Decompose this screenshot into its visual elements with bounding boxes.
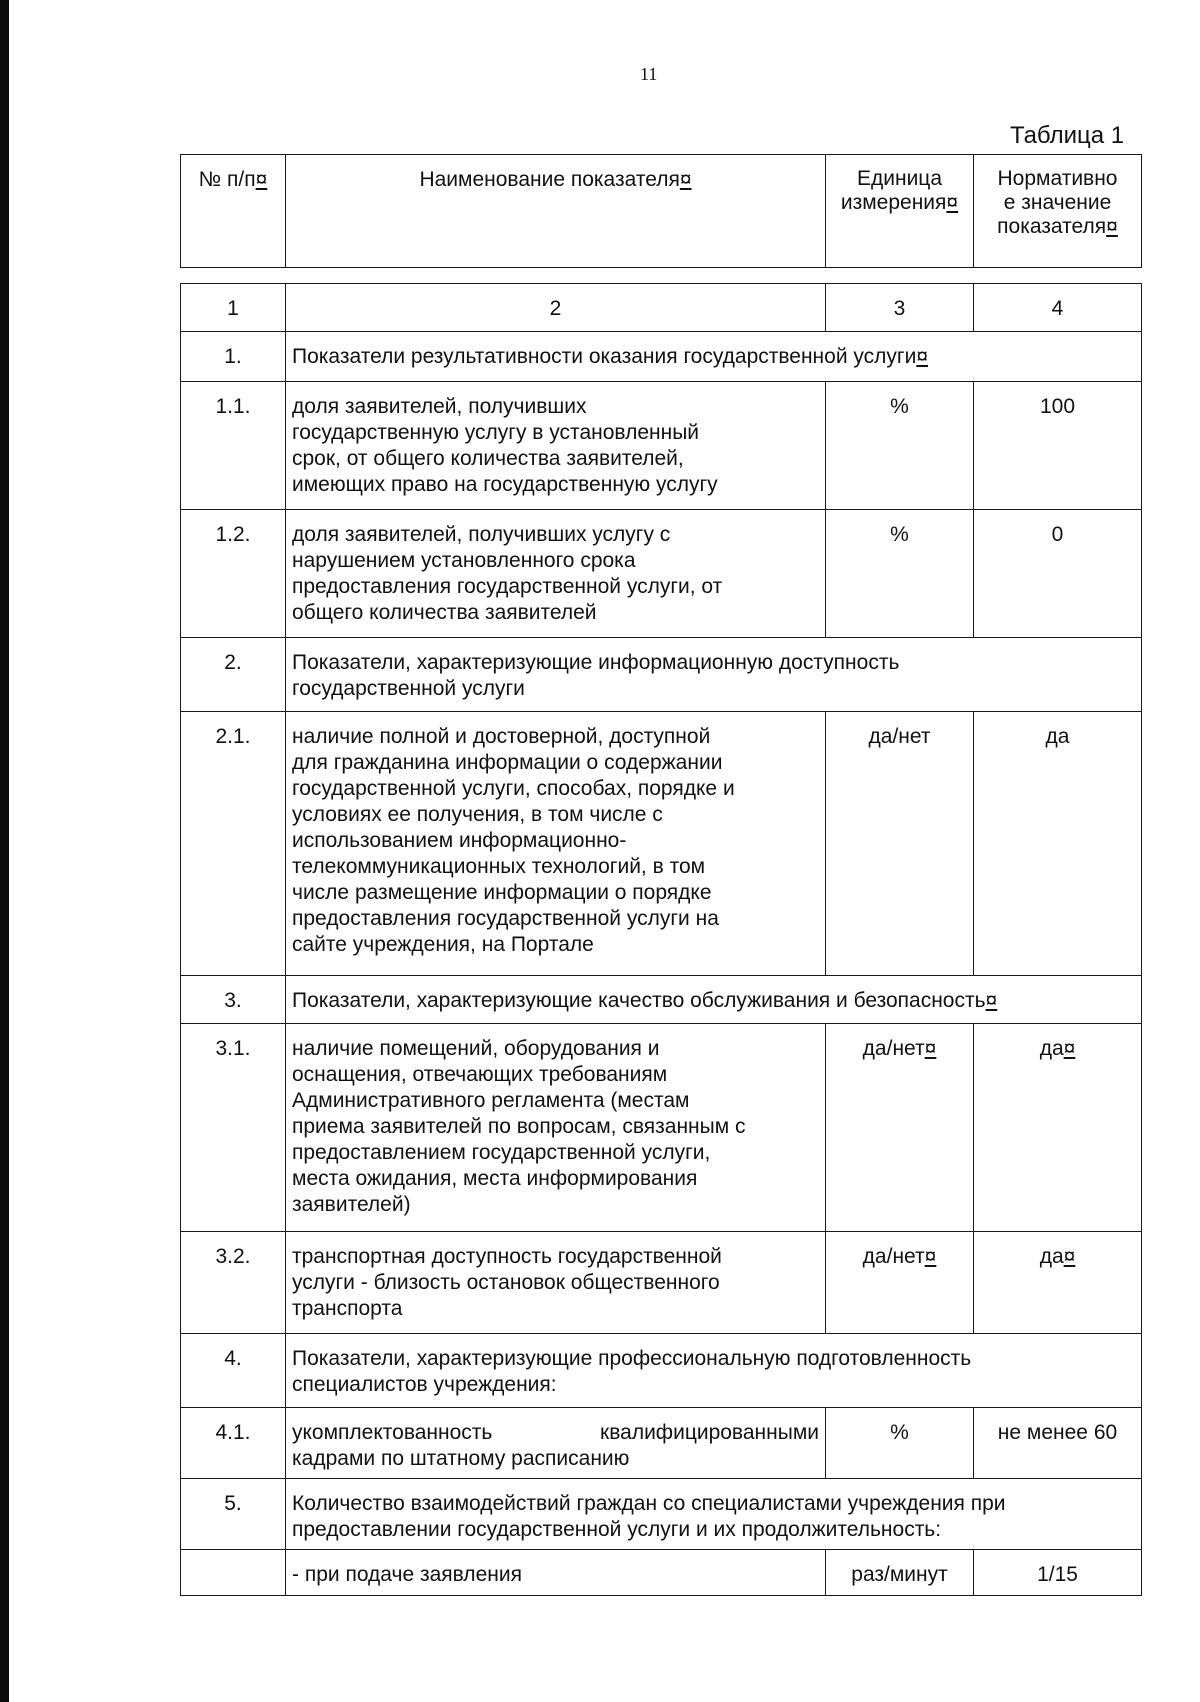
header-name: Наименование показателя bbox=[419, 168, 680, 191]
indicator-line: предоставления государственной услуги, от bbox=[292, 575, 723, 598]
indicator-name bbox=[286, 1550, 826, 1596]
indicator-line: наличие полной и достоверной, доступной bbox=[292, 725, 711, 748]
section-line: государственной услуги bbox=[292, 677, 525, 700]
section-line: специалистов учреждения: bbox=[292, 1373, 557, 1396]
header-norm-line: Нормативно bbox=[997, 167, 1118, 190]
row-number: 3.1. bbox=[181, 1024, 286, 1232]
indicator-name bbox=[286, 1024, 826, 1232]
indicator-line: числе размещение информации о порядке bbox=[292, 881, 712, 904]
indicator-name bbox=[286, 712, 826, 976]
indicators-table bbox=[180, 283, 1142, 1596]
section-title bbox=[286, 332, 1142, 382]
indicator-line: срок, от общего количества заявителей, bbox=[292, 447, 684, 470]
table-caption: Таблица 1 bbox=[1010, 122, 1125, 149]
indicator-line: использованием информационно- bbox=[292, 829, 627, 852]
scan-left-edge bbox=[0, 0, 9, 1702]
norm-cell: не менее 60 bbox=[974, 1408, 1142, 1479]
row-number: 3. bbox=[181, 976, 286, 1024]
row-number: 5. bbox=[181, 1479, 286, 1550]
unit-text: да/нет bbox=[862, 1037, 925, 1060]
section-line: Показатели, характеризующие профессиональную подготовленность bbox=[292, 1347, 972, 1370]
indicator-line: Административного регламента (местам bbox=[292, 1089, 690, 1112]
indicator-line: условиях ее получения, в том числе с bbox=[292, 803, 663, 826]
table-row bbox=[181, 1232, 1142, 1334]
column-number: 2 bbox=[286, 284, 826, 332]
section-line: Количество взаимодействий граждан со специалистами учреждения при bbox=[292, 1492, 1006, 1515]
indicator-line: общего количества заявителей bbox=[292, 601, 597, 624]
section-row bbox=[181, 976, 1142, 1024]
indicator-line: приема заявителей по вопросам, связанным с bbox=[292, 1115, 746, 1138]
table-row bbox=[181, 382, 1142, 510]
row-number: 1.1. bbox=[181, 382, 286, 510]
section-line: предоставлении государственной услуги и их продолжительность: bbox=[292, 1518, 942, 1541]
indicator-line: кадрами по штатному расписанию bbox=[292, 1447, 630, 1470]
header-unit-line: измерения bbox=[840, 191, 947, 214]
section-row bbox=[181, 638, 1142, 712]
column-number: 3 bbox=[826, 284, 974, 332]
header-norm-line: е значение bbox=[1003, 191, 1112, 214]
header-num: № п/п bbox=[198, 168, 256, 191]
indicator-line: доля заявителей, получивших услугу с bbox=[292, 523, 671, 546]
column-number: 1 bbox=[181, 284, 286, 332]
unit-cell: % bbox=[826, 510, 974, 638]
unit-cell: % bbox=[826, 1408, 974, 1479]
indicator-name bbox=[286, 1232, 826, 1334]
section-text: Показатели результативности оказания государственной услуги bbox=[292, 345, 917, 368]
indicator-line: транспорта bbox=[292, 1297, 403, 1320]
header-num-cell bbox=[181, 155, 286, 268]
header-unit-line: Единица bbox=[856, 167, 943, 190]
row-number: 2.1. bbox=[181, 712, 286, 976]
header-row bbox=[181, 155, 1142, 268]
indicator-line: оснащения, отвечающих требованиям bbox=[292, 1063, 668, 1086]
header-norm-line: показателя bbox=[997, 215, 1107, 238]
unit-text: да/нет bbox=[862, 1245, 925, 1268]
indicator-line: - при подаче заявления bbox=[292, 1563, 522, 1586]
indicator-line: места ожидания, места информирования bbox=[292, 1167, 698, 1190]
table-row bbox=[181, 712, 1142, 976]
indicator-name bbox=[286, 1408, 826, 1479]
indicator-line: предоставлением государственной услуги, bbox=[292, 1141, 711, 1164]
indicator-line: услуги - близость остановок общественного bbox=[292, 1271, 720, 1294]
norm-cell: 1/15 bbox=[974, 1550, 1142, 1596]
section-text: Показатели, характеризующие качество обслуживания и безопасность bbox=[292, 989, 986, 1012]
row-number: 4.1. bbox=[181, 1408, 286, 1479]
norm-cell: 0 bbox=[974, 510, 1142, 638]
table-row bbox=[181, 1408, 1142, 1479]
indicator-line: сайте учреждения, на Портале bbox=[292, 933, 594, 956]
row-number bbox=[181, 1550, 286, 1596]
section-title bbox=[286, 976, 1142, 1024]
indicator-line: заявителей) bbox=[292, 1193, 411, 1216]
row-number: 1.2. bbox=[181, 510, 286, 638]
indicator-name bbox=[286, 510, 826, 638]
column-number-row bbox=[181, 284, 1142, 332]
indicator-line: транспортная доступность государственной bbox=[292, 1245, 722, 1268]
section-title bbox=[286, 638, 1142, 712]
column-number: 4 bbox=[974, 284, 1142, 332]
norm-text: да bbox=[1039, 1037, 1064, 1060]
header-name-cell bbox=[286, 155, 826, 268]
indicator-line: государственной услуги, способах, порядке и bbox=[292, 777, 735, 800]
indicator-line: нарушением установленного срока bbox=[292, 549, 636, 572]
para-mark: ¤ bbox=[1106, 215, 1118, 238]
section-row bbox=[181, 332, 1142, 382]
indicator-line: имеющих право на государственную услугу bbox=[292, 473, 718, 496]
row-number: 4. bbox=[181, 1334, 286, 1408]
section-row bbox=[181, 1479, 1142, 1550]
header-unit-cell bbox=[826, 155, 974, 268]
norm-cell: 100 bbox=[974, 382, 1142, 510]
unit-cell bbox=[826, 1232, 974, 1334]
norm-cell bbox=[974, 1024, 1142, 1232]
para-mark: ¤ bbox=[924, 1037, 937, 1060]
indicator-line: предоставления государственной услуги на bbox=[292, 907, 719, 930]
section-line: Показатели, характеризующие информационную доступность bbox=[292, 651, 900, 674]
table-row bbox=[181, 1024, 1142, 1232]
indicator-line: государственную услугу в установленный bbox=[292, 421, 700, 444]
table-row bbox=[181, 1550, 1142, 1596]
norm-cell bbox=[974, 1232, 1142, 1334]
header-norm-cell bbox=[974, 155, 1142, 268]
table-header bbox=[180, 154, 1142, 268]
unit-cell: раз/минут bbox=[826, 1550, 974, 1596]
row-number: 1. bbox=[181, 332, 286, 382]
unit-cell: да/нет bbox=[826, 712, 974, 976]
norm-text: да bbox=[1039, 1245, 1064, 1268]
unit-cell bbox=[826, 1024, 974, 1232]
row-number: 3.2. bbox=[181, 1232, 286, 1334]
para-mark: ¤ bbox=[985, 989, 998, 1012]
unit-cell: % bbox=[826, 382, 974, 510]
para-mark: ¤ bbox=[255, 168, 268, 191]
para-mark: ¤ bbox=[1063, 1245, 1076, 1268]
indicator-line: доля заявителей, получивших bbox=[292, 395, 587, 418]
row-number: 2. bbox=[181, 638, 286, 712]
section-title bbox=[286, 1334, 1142, 1408]
indicator-line: наличие помещений, оборудования и bbox=[292, 1037, 660, 1060]
para-mark: ¤ bbox=[1063, 1037, 1076, 1060]
para-mark: ¤ bbox=[679, 168, 692, 191]
section-row bbox=[181, 1334, 1142, 1408]
table-row bbox=[181, 510, 1142, 638]
para-mark: ¤ bbox=[916, 345, 928, 368]
indicator-line: укомплектованность квалифицированными bbox=[292, 1421, 819, 1444]
para-mark: ¤ bbox=[946, 191, 959, 214]
page-number: 11 bbox=[640, 64, 658, 84]
indicator-line: для гражданина информации о содержании bbox=[292, 751, 723, 774]
section-title bbox=[286, 1479, 1142, 1550]
indicator-line: телекоммуникационных технологий, в том bbox=[292, 855, 706, 878]
norm-cell: да bbox=[974, 712, 1142, 976]
indicator-name bbox=[286, 382, 826, 510]
para-mark: ¤ bbox=[924, 1245, 937, 1268]
